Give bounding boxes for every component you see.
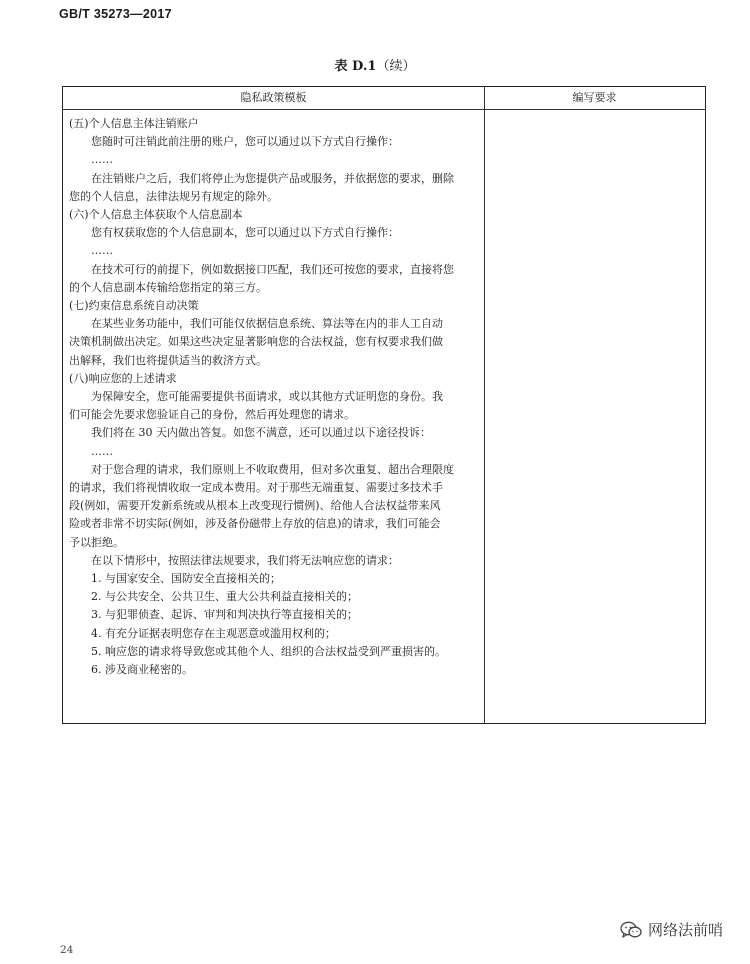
policy-text-line: 我们将在 30 天内做出答复。如您不满意，还可以通过以下途径投诉： [91, 426, 431, 440]
policy-text-line: …… [91, 444, 113, 458]
policy-text-line: 您随时可注销此前注册的账户，您可以通过以下方式自行操作： [91, 135, 399, 149]
policy-text-line: 险或者非常不切实际(例如，涉及备份磁带上存放的信息)的请求，我们可能会 [69, 517, 441, 531]
privacy-policy-table [62, 86, 706, 724]
table-caption-number: 表 D.1 [334, 59, 377, 74]
page-number: 24 [60, 944, 74, 956]
template-content-cell [63, 115, 484, 679]
policy-text-line: …… [91, 244, 113, 258]
policy-text-line: 段(例如，需要开发新系统或从根本上改变现行惯例)、给他人合法权益带来风 [69, 499, 441, 513]
policy-text-line: (六)个人信息主体获取个人信息副本 [69, 208, 243, 222]
table-caption [0, 55, 750, 74]
policy-text-line: 予以拒绝。 [69, 535, 124, 549]
policy-text-line: 的请求，我们将视情收取一定成本费用。对于那些无端重复、需要过多技术手 [69, 481, 443, 495]
policy-text-line: 出解释，我们也将提供适当的救济方式。 [69, 353, 267, 367]
policy-text-line: 1. 与国家安全、国防安全直接相关的； [91, 572, 281, 586]
table-caption-continued: （续） [376, 59, 416, 74]
wechat-icon [620, 921, 642, 939]
column-header-requirements: 编写要求 [572, 91, 617, 104]
policy-text-line: 对于您合理的请求，我们原则上不收取费用，但对多次重复、超出合理限度 [91, 462, 454, 476]
policy-text-line: 4. 有充分证据表明您存在主观恶意或滥用权利的； [91, 626, 336, 640]
policy-text-line: (七)约束信息系统自动决策 [69, 299, 199, 313]
table-header-row [63, 87, 705, 110]
policy-text-line: 们可能会先要求您验证自己的身份，然后再处理您的请求。 [69, 408, 355, 422]
policy-text-line: 3. 与犯罪侦查、起诉、审判和判决执行等直接相关的； [91, 608, 358, 622]
watermark-text: 网络法前哨 [648, 921, 724, 939]
column-divider [484, 87, 485, 723]
standard-code: GB/T 35273—2017 [59, 7, 172, 21]
policy-text-line: 2. 与公共安全、公共卫生、重大公共利益直接相关的； [91, 590, 358, 604]
policy-text-line: (八)响应您的上述请求 [69, 371, 177, 385]
policy-text-line: 在注销账户之后，我们将停止为您提供产品或服务，并依据您的要求，删除 [91, 171, 454, 185]
policy-text-line: 5. 响应您的请求将导致您或其他个人、组织的合法权益受到严重损害的。 [91, 644, 446, 658]
policy-text-line: 决策机制做出决定。如果这些决定显著影响您的合法权益，您有权要求我们做 [69, 335, 443, 349]
policy-text-line: 为保障安全，您可能需要提供书面请求，或以其他方式证明您的身份。我 [91, 390, 443, 404]
column-header-template: 隐私政策模板 [240, 91, 307, 104]
policy-text-line: (五)个人信息主体注销账户 [69, 117, 199, 130]
wechat-watermark [620, 919, 723, 940]
policy-text-line: 您的个人信息，法律法规另有规定的除外。 [69, 189, 278, 203]
policy-text-line: 在技术可行的前提下，例如数据接口匹配，我们还可按您的要求，直接将您 [91, 262, 454, 276]
policy-text-line: 的个人信息副本传输给您指定的第三方。 [69, 280, 267, 294]
policy-text-line: 在以下情形中，按照法律法规要求，我们将无法响应您的请求： [91, 553, 399, 567]
policy-text-line: 在某些业务功能中，我们可能仅依据信息系统、算法等在内的非人工自动 [91, 317, 443, 331]
policy-text-line: …… [91, 153, 113, 167]
policy-text-line: 您有权获取您的个人信息副本，您可以通过以下方式自行操作： [91, 226, 399, 240]
policy-text-line: 6. 涉及商业秘密的。 [91, 663, 193, 677]
